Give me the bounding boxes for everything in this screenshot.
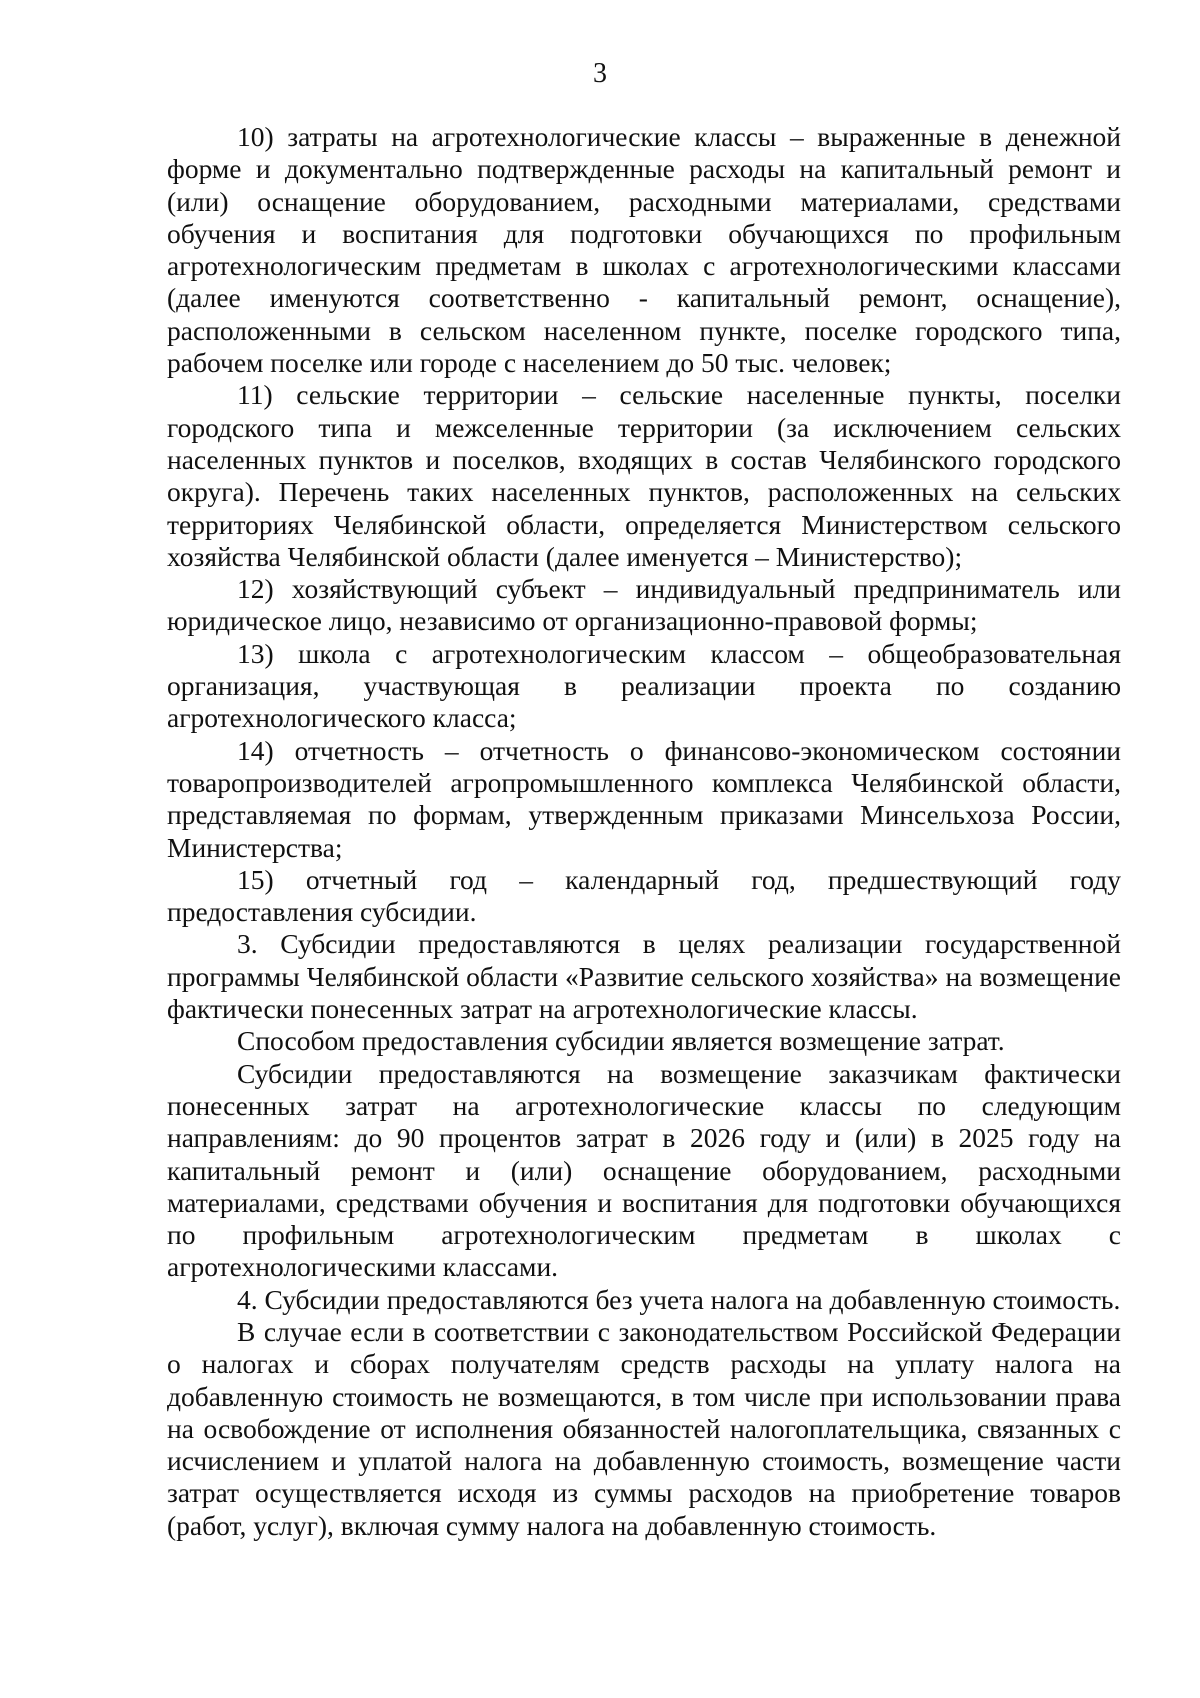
paragraph-method: Способом предоставления субсидии является возмещение затрат. bbox=[237, 1025, 1005, 1057]
paragraph-item-14-reporting: 14) отчетность – отчетность о финансово-экономическом состоянии товаропроизводителей агропромышленного комплекса Челябинской области, представляемая по формам, утвержденным приказами Минсельхоза России, Министерства; bbox=[167, 734, 1121, 863]
paragraph-vat-exception: В случае если в соответствии с законодательством Российской Федерации о налогах и сборах получателям средств расходы на уплату налога на добавленную стоимость не возмещаются, в том числе при использовании права на освобождение от исполнения обязанностей налогоплательщика, связанных с исчислением и уплатой налога на добавленную стоимость, возмещение части затрат осуществляется исходя из суммы расходов на приобретение товаров (работ, услуг), включая сумму налога на добавленную стоимость. bbox=[167, 1315, 1121, 1541]
paragraph-item-11-rural-territories: 11) сельские территории – сельские населенные пункты, поселки городского типа и межселенные территории (за исключением сельских населенных пунктов и поселков, входящих в состав Челябинского городского округа). Перечень таких населенных пунктов, расположенных на сельских территориях Челябинской области, определяется Министерством сельского хозяйства Челябинской области (далее именуется – Министерство); bbox=[167, 379, 1121, 572]
paragraph-item-13-school: 13) школа с агротехнологическим классом – общеобразовательная организация, участвующая в реализации проекта по созданию агротехнологического класса; bbox=[167, 637, 1121, 734]
paragraph-section-4-vat: 4. Субсидии предоставляются без учета налога на добавленную стоимость. bbox=[237, 1283, 1121, 1315]
document-body bbox=[167, 121, 1121, 1542]
paragraph-section-3-purpose: 3. Субсидии предоставляются в целях реализации государственной программы Челябинской области «Развитие сельского хозяйства» на возмещение фактически понесенных затрат на агротехнологические классы. bbox=[167, 928, 1121, 1025]
paragraph-item-12-business-entity: 12) хозяйствующий субъект – индивидуальный предприниматель или юридическое лицо, независимо от организационно-правовой формы; bbox=[167, 573, 1121, 637]
paragraph-directions: Субсидии предоставляются на возмещение заказчикам фактически понесенных затрат на агротехнологические классы по следующим направлениям: до 90 процентов затрат в 2026 году и (или) в 2025 году на капитальный ремонт и (или) оснащение оборудованием, расходными материалами, средствами обучения и воспитания для подготовки обучающихся по профильным агротехнологическим предметам в школах с агротехнологическими классами. bbox=[167, 1057, 1121, 1283]
page-number: 3 bbox=[593, 58, 607, 89]
paragraph-item-10-costs: 10) затраты на агротехнологические классы – выраженные в денежной форме и документально подтвержденные расходы на капитальный ремонт и (или) оснащение оборудованием, расходными материалами, средствами обучения и воспитания для подготовки обучающихся по профильным агротехнологическим предметам в школах с агротехнологическими классами (далее именуются соответственно - капитальный ремонт, оснащение), расположенными в сельском населенном пункте, поселке городского типа, рабочем поселке или городе с населением до 50 тыс. человек; bbox=[167, 121, 1121, 379]
paragraph-item-15-reporting-year: 15) отчетный год – календарный год, предшествующий году предоставления субсидии. bbox=[167, 863, 1121, 928]
